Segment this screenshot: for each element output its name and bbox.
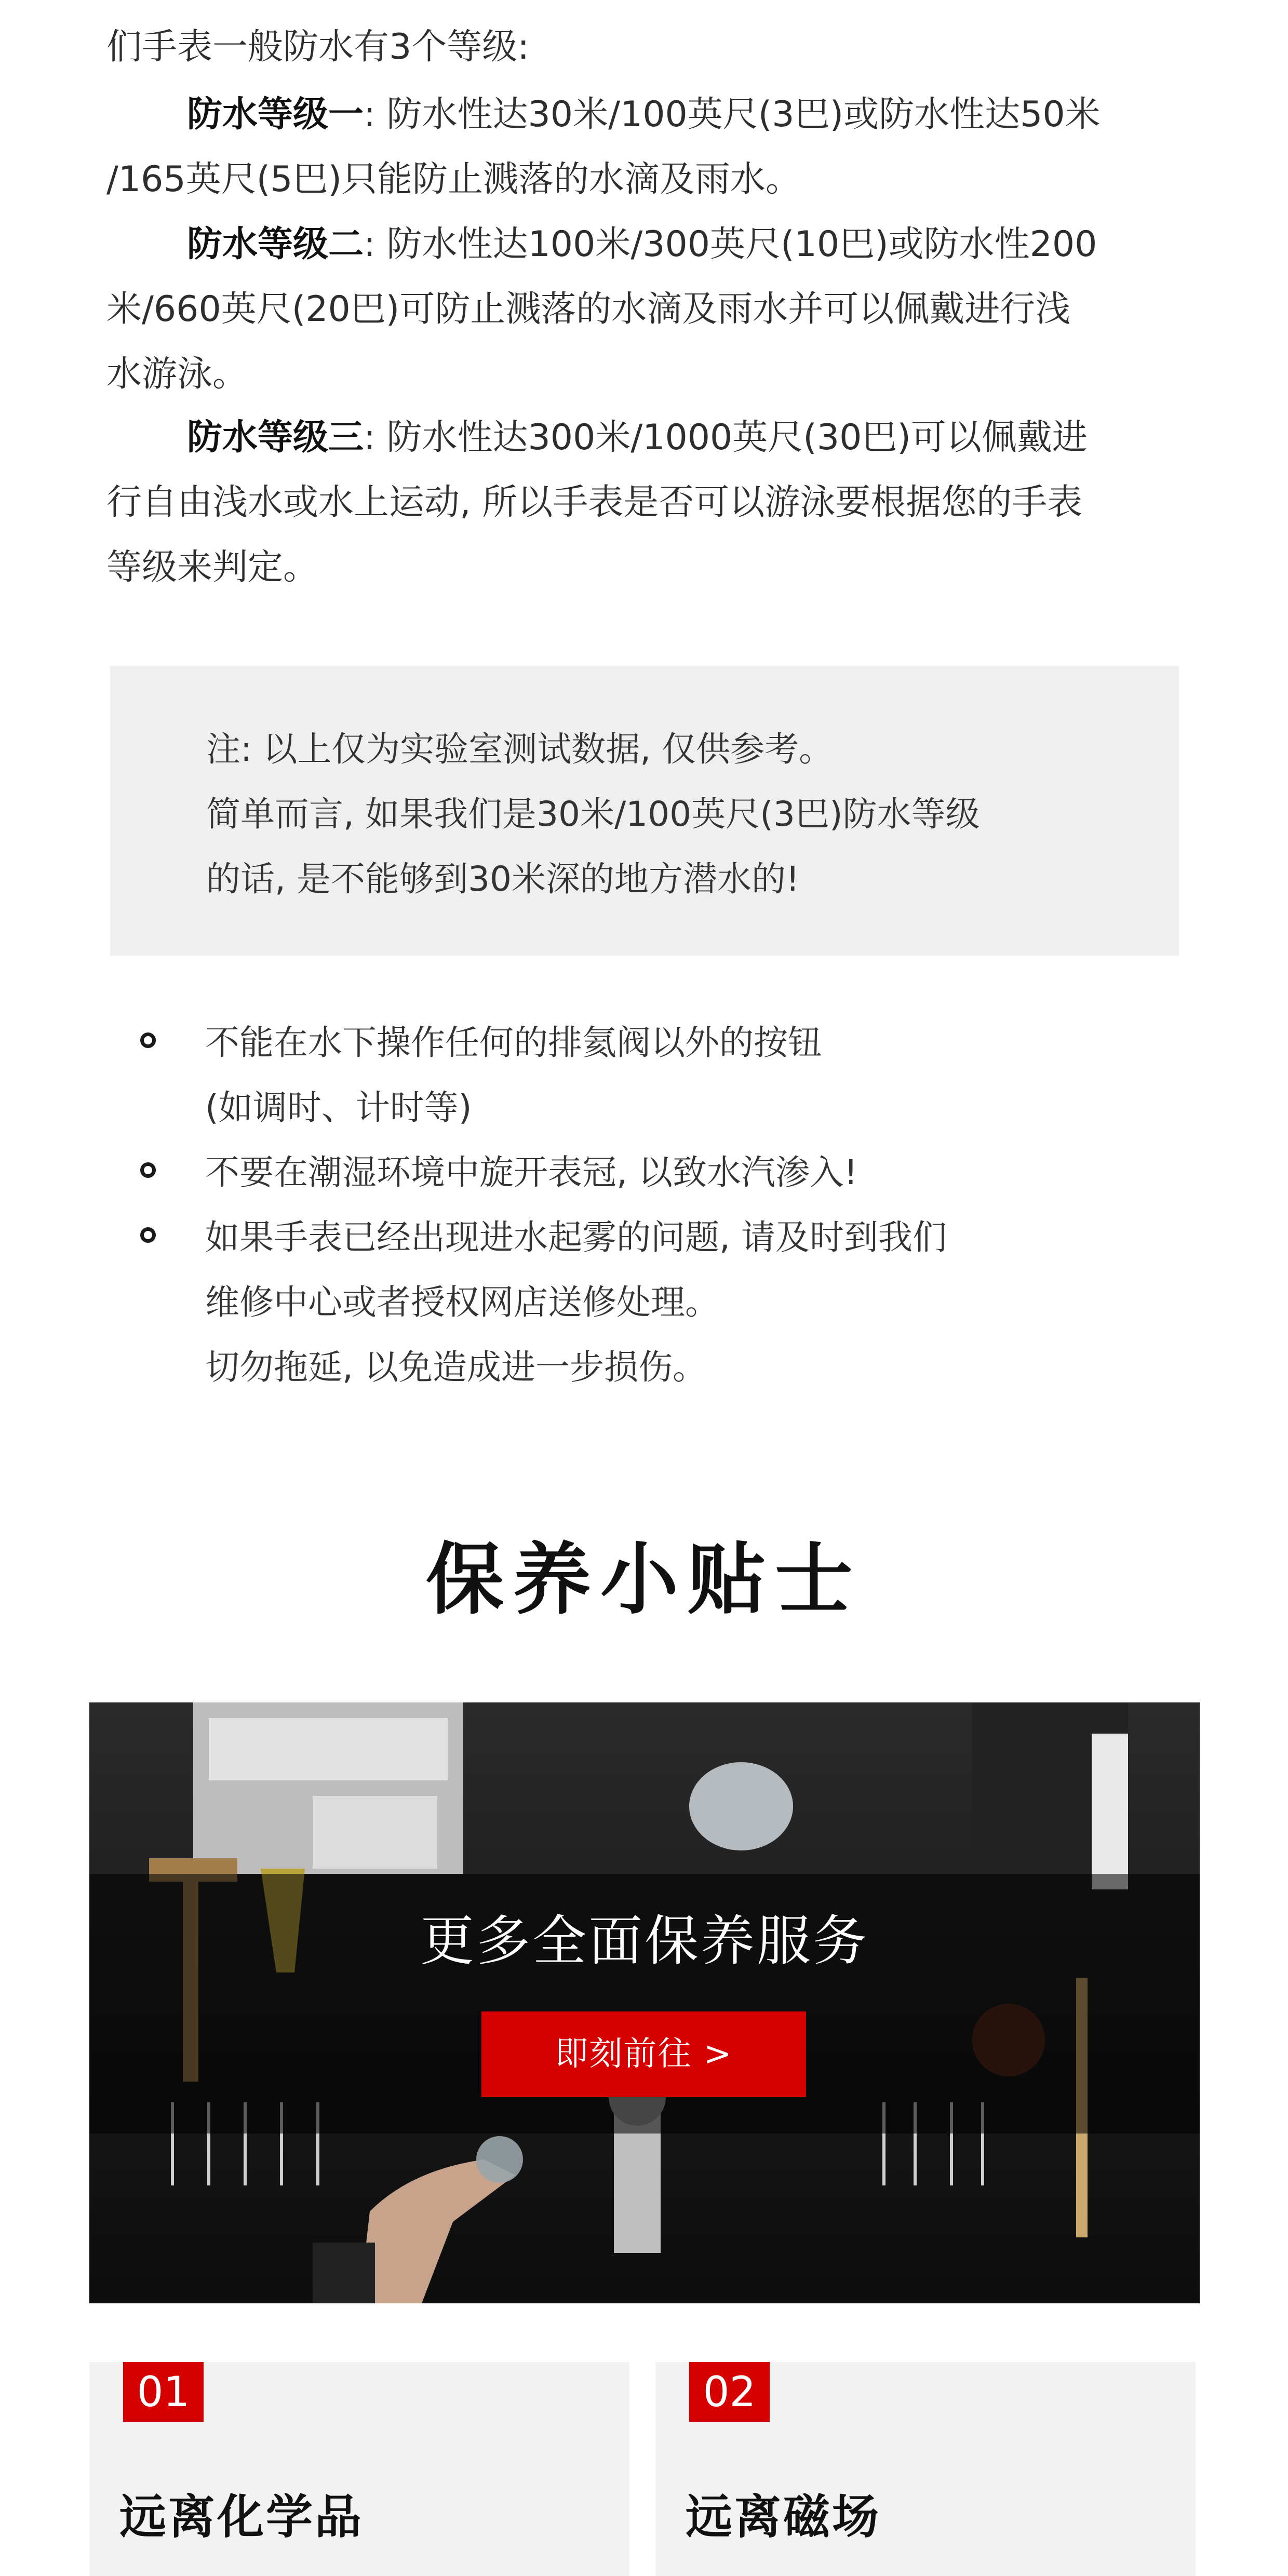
care-service-banner[interactable] <box>89 1702 1200 2303</box>
bullet-circle-icon <box>140 1032 156 1048</box>
list-item: 不能在水下操作任何的排氦阀以外的按钮 (如调时、计时等) <box>135 1010 1226 1140</box>
tip-number-badge: 02 <box>689 2362 770 2422</box>
note-line-1: 注: 以上仅为实验室测试数据, 仅供参考。 <box>206 729 834 769</box>
go-now-button[interactable]: 即刻前往 > <box>481 2011 806 2097</box>
banner-title: 更多全面保养服务 <box>420 1909 869 1973</box>
level-three-label: 防水等级三 <box>187 417 364 458</box>
tip-card-magnetic[interactable] <box>655 2362 1196 2576</box>
note-box <box>110 666 1179 956</box>
intro-top-line: 们手表一般防水有3个等级: <box>106 26 530 68</box>
level-two-label: 防水等级二 <box>187 224 364 265</box>
tip-title: 远离化学品 <box>119 2490 364 2544</box>
bullet-circle-icon <box>140 1227 156 1243</box>
level-one-paragraph: 防水等级一: 防水性达30米/100英尺(3巴)或防水性达50米 /165英尺(5巴)只能防止溅落的水滴及雨水。 <box>106 94 1101 200</box>
tip-number-badge: 01 <box>123 2362 204 2422</box>
precautions-list <box>135 1010 1226 1400</box>
tip-title: 远离磁场 <box>686 2490 881 2544</box>
level-three-paragraph: 防水等级三: 防水性达300米/1000英尺(30巴)可以佩戴进 行自由浅水或水上运动, 所以手表是否可以游泳要根据您的手表 等级来判定。 <box>106 417 1088 588</box>
list-item: 不要在潮湿环境中旋开表冠, 以致水汽渗入! <box>135 1140 1226 1205</box>
note-line-2: 简单而言, 如果我们是30米/100英尺(3巴)防水等级 <box>206 794 980 834</box>
level-two-paragraph: 防水等级二: 防水性达100米/300英尺(10巴)或防水性200 米/660英尺(20巴)可防止溅落的水滴及雨水并可以佩戴进行浅 水游泳。 <box>106 224 1097 395</box>
section-title: 保养小贴士 <box>425 1535 862 1625</box>
level-one-label: 防水等级一 <box>187 94 364 135</box>
bullet-circle-icon <box>140 1162 156 1178</box>
note-line-3: 的话, 是不能够到30米深的地方潜水的! <box>206 859 800 899</box>
list-item: 如果手表已经出现进水起雾的问题, 请及时到我们 维修中心或者授权网店送修处理。 切勿拖延, 以免造成进一步损伤。 <box>135 1205 1226 1400</box>
tip-card-chemicals[interactable] <box>89 2362 629 2576</box>
